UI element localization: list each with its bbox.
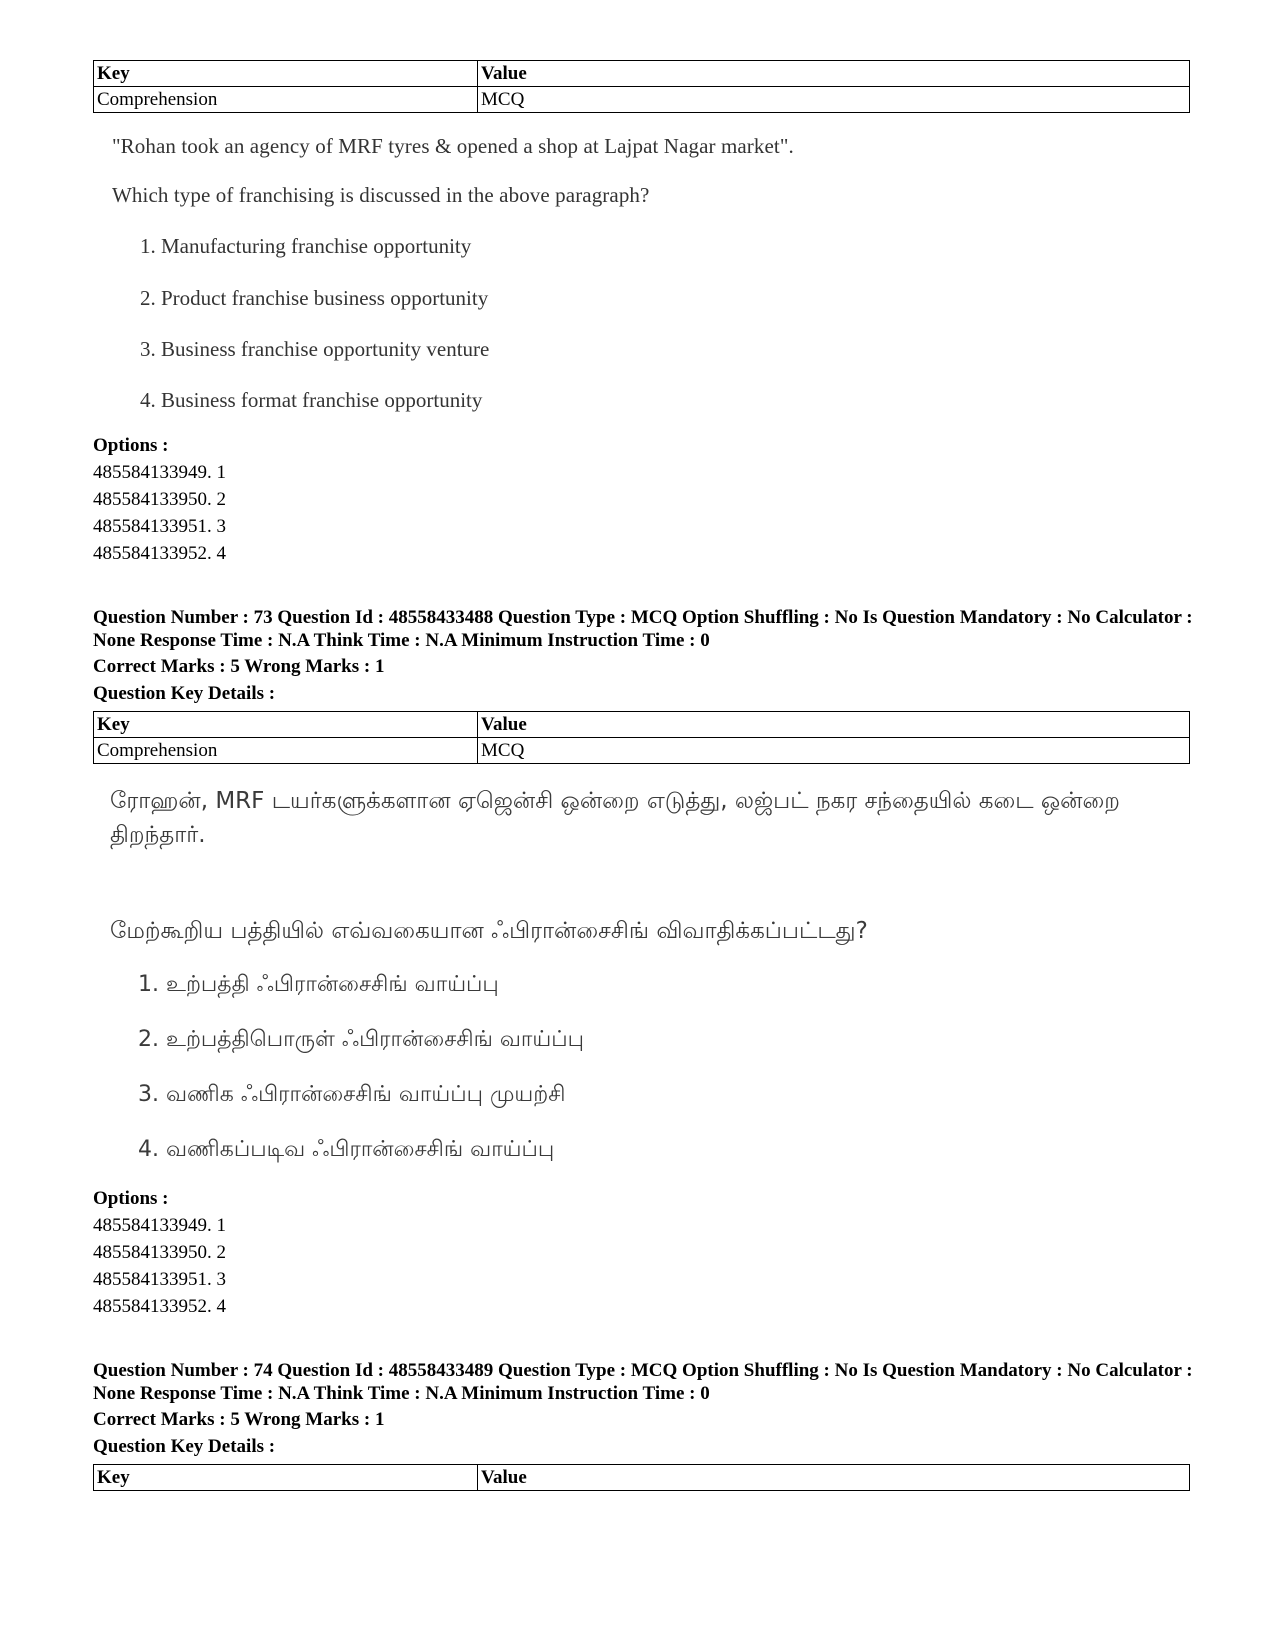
table-header-row	[94, 712, 1190, 738]
key-details-label: Question Key Details :	[93, 683, 276, 704]
key-details-label: Question Key Details :	[93, 1436, 276, 1457]
question-meta: Question Number : 74 Question Id : 48558433489 Question Type : MCQ Option Shuffling : No Is Question Mandatory : No Calculator : None Response Time : N.A Think Time : N.A Minimum Instruction Time : 0	[93, 1360, 1193, 1404]
option-item: 485584133950. 2	[93, 489, 226, 510]
question-text: மேற்கூறிய பத்தியில் எவ்வகையான ஃபிரான்சைசிங் விவாதிக்கப்பட்டது?	[110, 918, 868, 944]
option-item: 485584133951. 3	[93, 516, 226, 537]
key-header: Key	[94, 1465, 478, 1491]
passage-text: ரோஹன், MRF டயர்களுக்களான ஏஜென்சி ஒன்றை எடுத்து, லஜ்பட் நகர சந்தையில் கடை ஒன்றை திறந்தார்.	[110, 788, 1120, 848]
table-row	[94, 87, 1190, 113]
value-cell: MCQ	[478, 738, 1190, 764]
key-header: Key	[94, 61, 478, 87]
value-header: Value	[478, 1465, 1190, 1491]
choice-item: 4. Business format franchise opportunity	[140, 388, 483, 412]
value-cell: MCQ	[478, 87, 1190, 113]
options-label: Options :	[93, 435, 169, 456]
question-meta: Question Number : 73 Question Id : 48558433488 Question Type : MCQ Option Shuffling : No Is Question Mandatory : No Calculator : None Response Time : N.A Think Time : N.A Minimum Instruction Time : 0	[93, 607, 1193, 651]
question-text: Which type of franchising is discussed in the above paragraph?	[112, 183, 650, 207]
options-label: Options :	[93, 1188, 169, 1209]
key-details-table	[93, 1464, 1190, 1491]
key-header: Key	[94, 712, 478, 738]
marks-line: Correct Marks : 5 Wrong Marks : 1	[93, 656, 385, 677]
choice-item: 2. Product franchise business opportunity	[140, 286, 489, 310]
choice-item: 2. உற்பத்திபொருள் ஃபிரான்சைசிங் வாய்ப்பு	[138, 1027, 585, 1052]
key-details-table	[93, 60, 1190, 113]
option-item: 485584133952. 4	[93, 543, 226, 564]
option-item: 485584133949. 1	[93, 462, 226, 483]
value-header: Value	[478, 61, 1190, 87]
choice-item: 1. Manufacturing franchise opportunity	[140, 234, 472, 258]
value-header: Value	[478, 712, 1190, 738]
choice-item: 3. வணிக ஃபிரான்சைசிங் வாய்ப்பு முயற்சி	[138, 1082, 566, 1107]
marks-line: Correct Marks : 5 Wrong Marks : 1	[93, 1409, 385, 1430]
option-item: 485584133951. 3	[93, 1269, 226, 1290]
choice-item: 3. Business franchise opportunity venture	[140, 337, 490, 361]
option-item: 485584133952. 4	[93, 1296, 226, 1317]
table-row	[94, 738, 1190, 764]
key-cell: Comprehension	[94, 738, 478, 764]
choice-item: 1. உற்பத்தி ஃபிரான்சைசிங் வாய்ப்பு	[138, 972, 499, 997]
option-item: 485584133949. 1	[93, 1215, 226, 1236]
choice-item: 4. வணிகப்படிவ ஃபிரான்சைசிங் வாய்ப்பு	[138, 1137, 555, 1162]
option-item: 485584133950. 2	[93, 1242, 226, 1263]
table-header-row	[94, 1465, 1190, 1491]
passage-text: "Rohan took an agency of MRF tyres & opened a shop at Lajpat Nagar market".	[112, 134, 794, 158]
key-cell: Comprehension	[94, 87, 478, 113]
table-header-row	[94, 61, 1190, 87]
key-details-table	[93, 711, 1190, 764]
